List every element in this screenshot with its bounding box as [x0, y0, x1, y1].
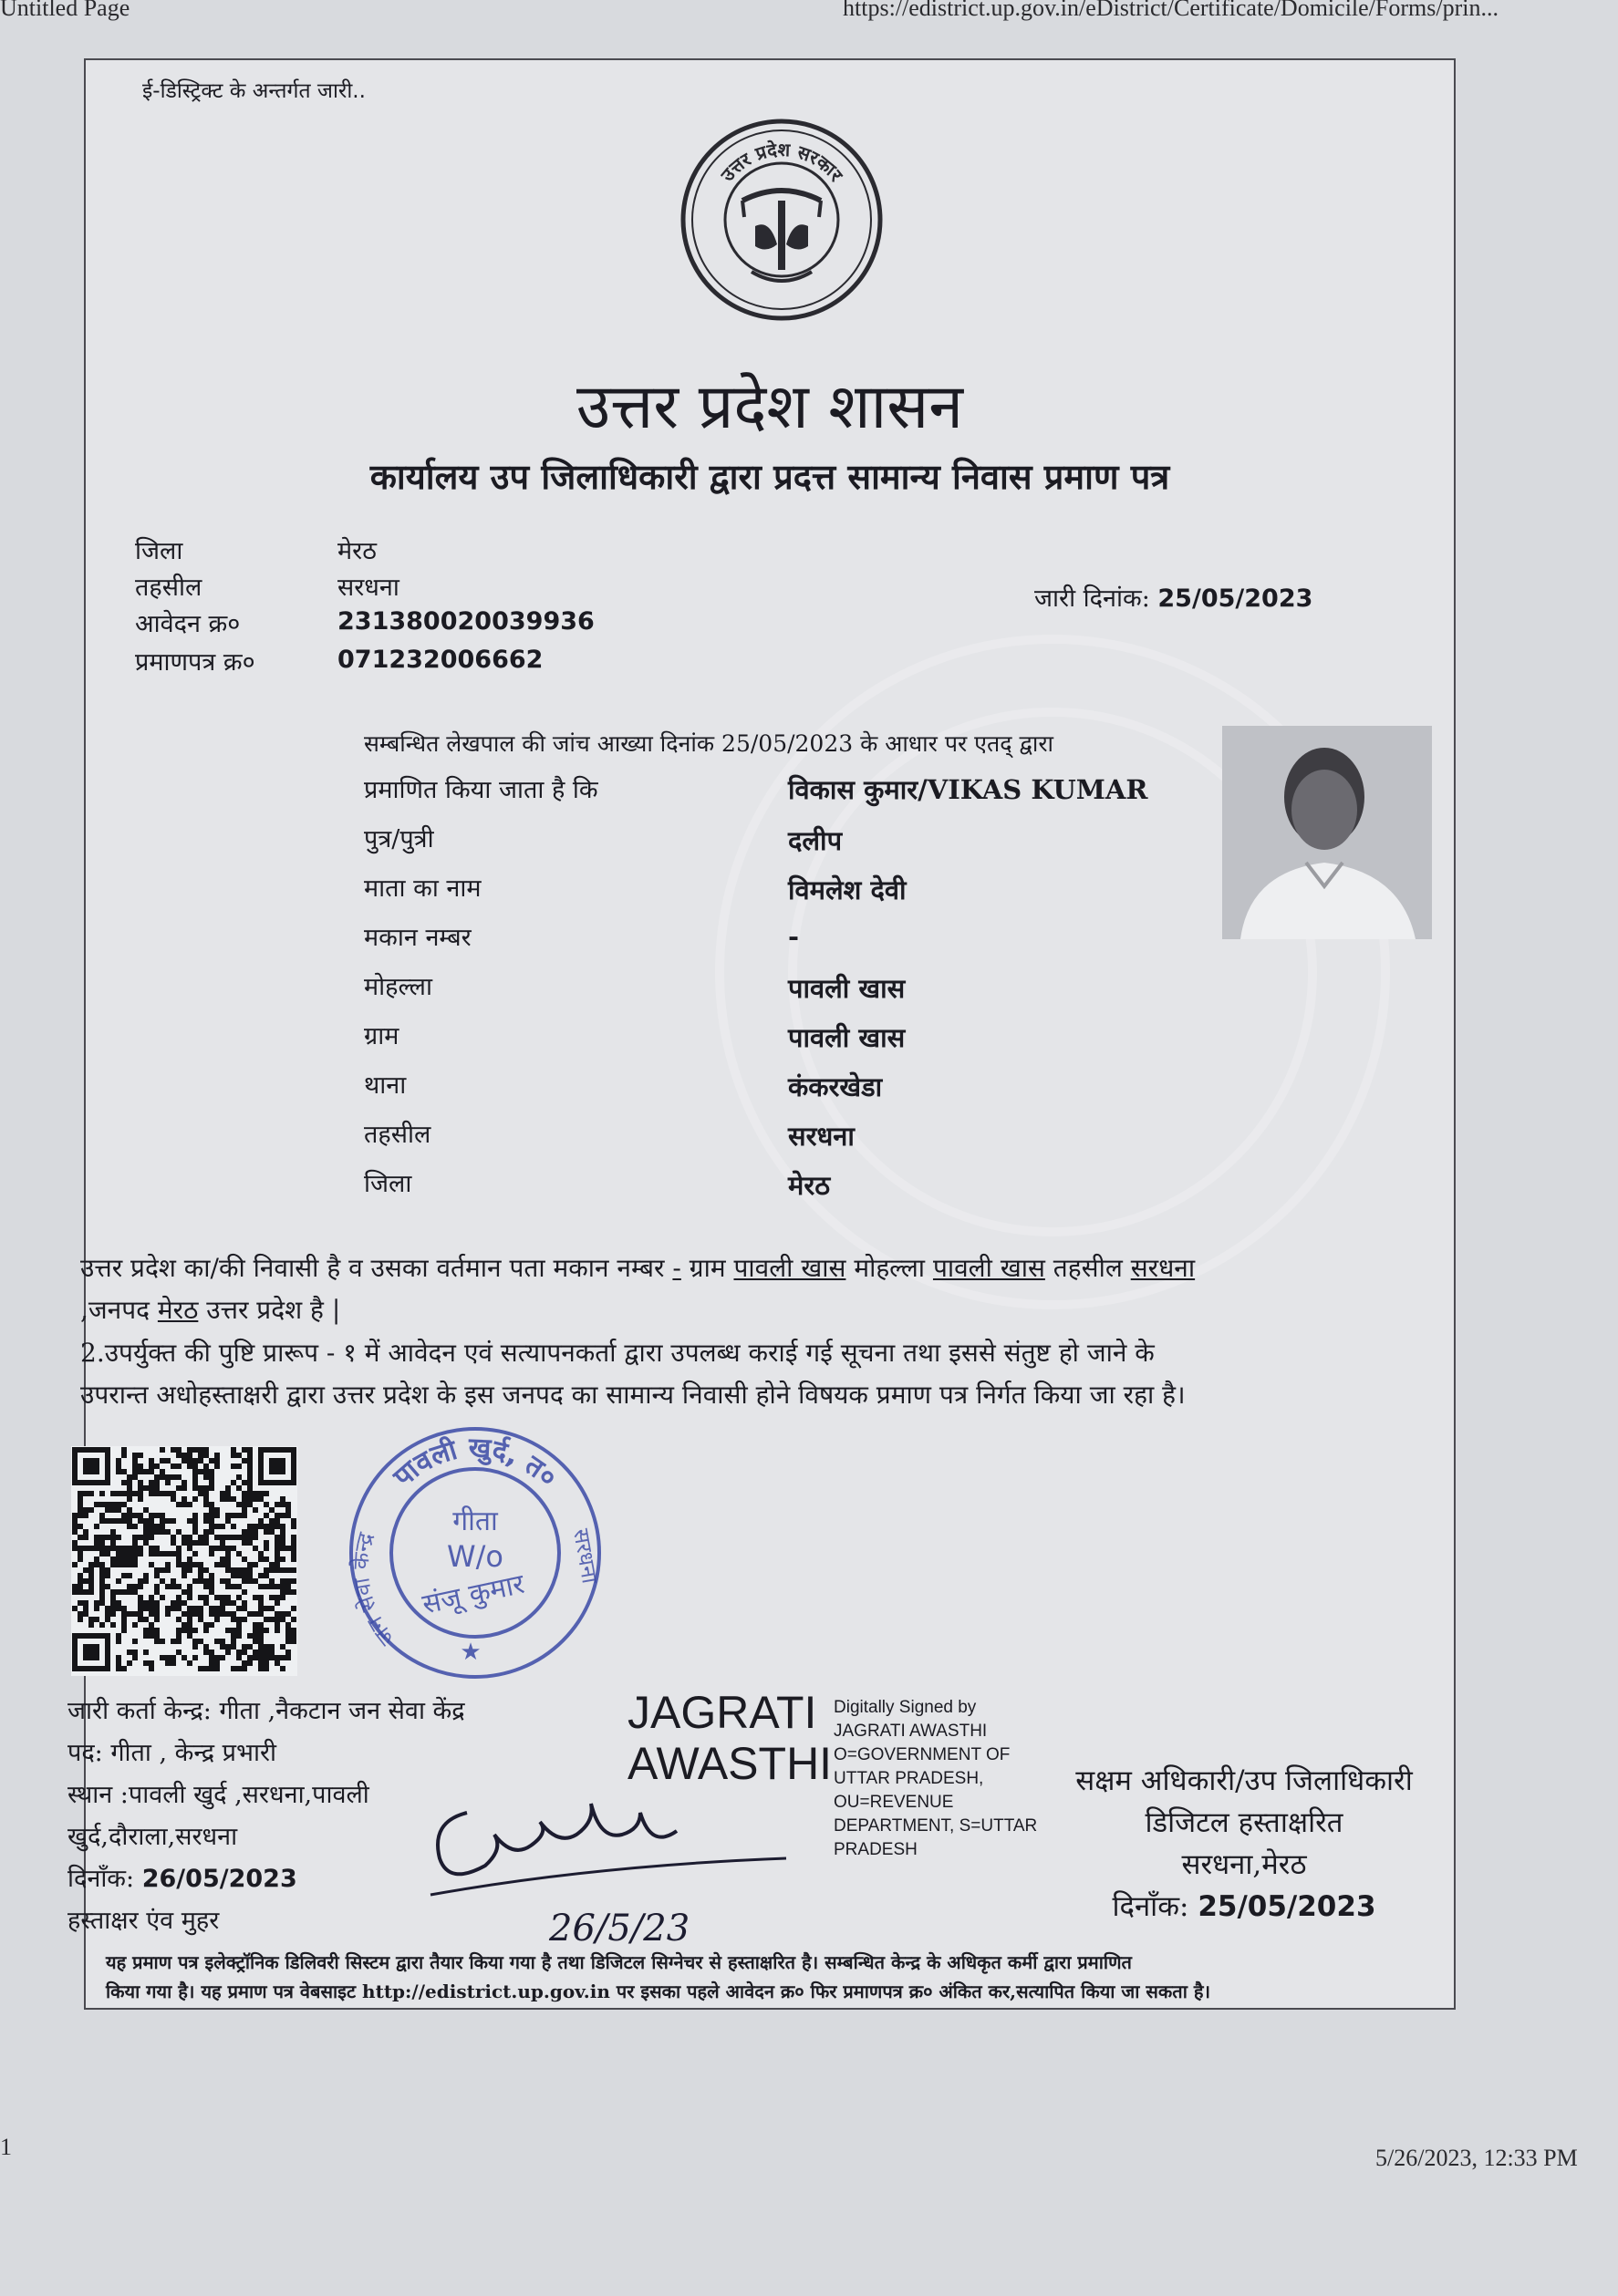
applicant-photo-figure: [1222, 726, 1432, 939]
confirmation-line-2: उपरान्त अधोहस्ताक्षरी द्वारा उत्तर प्रदेश के इस जनपद का सामान्य निवासी होने विषयक प्रमाण पत्र निर्गत किया जा रहा है।: [80, 1380, 1186, 1410]
issuer-centre: जारी कर्ता केन्द्र: गीता ,नैकटान जन सेवा केंद्र: [67, 1697, 465, 1725]
emblem-arc-text: उत्तर प्रदेश सरकार: [716, 138, 847, 186]
para1-text-4: तहसील: [1044, 1253, 1131, 1283]
ds-detail-line: DEPARTMENT, S=UTTAR: [834, 1816, 1038, 1836]
authority-digital-signed: डिजिटल हस्ताक्षरित: [1145, 1806, 1343, 1839]
issuer-date: [67, 1860, 297, 1894]
issued-under-note: ई-डिस्ट्रिक्ट के अन्तर्गत जारी..: [142, 79, 366, 103]
footer-line-2: किया गया है। यह प्रमाण पत्र वेबसाइट http://edistrict.up.gov.in पर इसका पहले आवेदन क्र० फिर प्रमाणपत्र क्र० अंकित कर,सत्यापित किया जा सकता है।: [106, 1981, 1211, 2002]
para1-text-5: ,जनपद: [80, 1295, 158, 1325]
stamp-line-3: संजू कुमार: [420, 1567, 527, 1621]
detail-value-tehsil: सरधना: [788, 1121, 855, 1152]
detail-value-name: विकास कुमार/VIKAS KUMAR: [788, 774, 1148, 805]
ds-detail-line: OU=REVENUE: [834, 1793, 954, 1812]
para1-village: पावली खास: [733, 1253, 846, 1283]
detail-value-district: मेरठ: [788, 1170, 831, 1201]
stamp-ring-right: सरधना: [567, 1526, 603, 1586]
detail-label-police-station: थाना: [364, 1071, 407, 1100]
print-timestamp: 5/26/2023, 12:33 PM: [1375, 2145, 1578, 2171]
detail-label-certified: प्रमाणित किया जाता है कि: [364, 776, 598, 804]
issue-date-label: जारी दिनांक:: [1034, 584, 1150, 613]
issue-date: [1034, 580, 1312, 614]
digital-signer-name-line-2: AWASTHI: [627, 1738, 833, 1789]
detail-value-village: पावली खास: [788, 1022, 906, 1053]
para1-text-3: मोहल्ला: [845, 1253, 933, 1283]
authority-date-label: दिनाँक:: [1112, 1890, 1189, 1923]
detail-label-son-daughter: पुत्र/पुत्री: [364, 825, 434, 853]
authority-title: सक्षम अधिकारी/उप जिलाधिकारी: [1075, 1764, 1413, 1797]
digital-signer-name-line-1: JAGRATI: [627, 1687, 817, 1738]
meta-value-application-no: 231380020039936: [337, 607, 595, 636]
print-page-url: https://edistrict.up.gov.in/eDistrict/Certificate/Domicile/Forms/prin...: [843, 0, 1499, 21]
para1-text-6: उत्तर प्रदेश है |: [198, 1295, 341, 1325]
authority-location: सरधना,मेरठ: [1181, 1848, 1307, 1881]
para1-house-no: -: [672, 1253, 681, 1283]
authority-block: [1043, 1760, 1445, 1928]
govt-title: उत्तर प्रदेश शासन: [576, 371, 963, 443]
ds-detail-line: JAGRATI AWASTHI: [834, 1722, 988, 1741]
meta-value-certificate-no: 071232006662: [337, 646, 544, 674]
stamp-line-1: गीता: [452, 1505, 498, 1537]
up-govt-emblem: [679, 117, 885, 323]
detail-label-house-no: मकान नम्बर: [364, 924, 472, 952]
para1-district: मेरठ: [157, 1295, 199, 1325]
detail-label-tehsil: तहसील: [364, 1121, 431, 1149]
detail-value-mother: विमलेश देवी: [788, 874, 907, 905]
ds-detail-line: O=GOVERNMENT OF: [834, 1745, 1011, 1764]
meta-label-district: जिला: [135, 537, 183, 565]
handwritten-date: 26/5/23: [549, 1908, 690, 1950]
detail-label-village: ग्राम: [364, 1022, 399, 1050]
verification-qr-code[interactable]: [71, 1446, 297, 1676]
svg-text:पावली खुर्द, त०: [387, 1432, 563, 1494]
issuer-place-line-2: खुर्द,दौराला,सरधना: [67, 1823, 238, 1851]
ds-detail-line: UTTAR PRADESH,: [834, 1769, 984, 1788]
digital-signature-details: [834, 1696, 1037, 1862]
detail-label-mother: माता का नाम: [364, 874, 482, 903]
confirmation-line-1: 2.उपर्युक्त की पुष्टि प्रारूप - १ में आवेदन एवं सत्यापनकर्ता द्वारा उपलब्ध कराई गई सूचना तथा इससे संतुष्ट हो जाने के: [80, 1338, 1155, 1368]
jan-seva-kendra-stamp: [343, 1421, 607, 1685]
stamp-line-2: W/o: [447, 1539, 503, 1574]
ds-detail-line: PRADESH: [834, 1840, 918, 1859]
intro-line: सम्बन्धित लेखपाल की जांच आख्या दिनांक 25/05/2023 के आधार पर एतद् द्वारा: [364, 730, 1054, 757]
meta-label-tehsil: तहसील: [135, 574, 202, 602]
detail-label-mohalla: मोहल्ला: [364, 973, 432, 1001]
detail-value-house-no: -: [788, 921, 800, 952]
print-page-number: 1: [0, 2134, 12, 2160]
stamp-ring-left: जन सेवा केन्द्र: [347, 1529, 400, 1651]
detail-value-father: दलीप: [788, 825, 843, 856]
print-page-title: Untitled Page: [0, 0, 130, 21]
authority-date: [1043, 1886, 1445, 1928]
issue-date-value: 25/05/2023: [1157, 584, 1313, 613]
issuer-place-line-1: स्थान :पावली खुर्द ,सरधना,पावली: [67, 1781, 369, 1809]
applicant-photo: [1222, 726, 1432, 939]
domicile-certificate: [67, 58, 1456, 2010]
detail-value-mohalla: पावली खास: [788, 973, 906, 1004]
detail-value-police-station: कंकरखेडा: [788, 1071, 883, 1102]
footer-line-1: यह प्रमाण पत्र इलेक्ट्रॉनिक डिलिवरी सिस्टम द्वारा तैयार किया गया है तथा डिजिटल सिग्नेचर से हस्ताक्षरित है। सम्बन्धित केन्द्र के अधिकृत कर्मी द्वारा प्रमाणित: [106, 1951, 1132, 1973]
authority-date-value: 25/05/2023: [1198, 1890, 1376, 1923]
para1-mohalla: पावली खास: [932, 1253, 1045, 1283]
meta-label-certificate-no: प्रमाणपत्र क्र०: [135, 648, 255, 677]
para1-tehsil: सरधना: [1130, 1253, 1196, 1283]
para1-text-2: ग्राम: [680, 1253, 734, 1283]
issuer-sign-label: हस्ताक्षर एंव मुहर: [67, 1907, 220, 1935]
digital-signer-name: [627, 1687, 833, 1789]
stamp-star-icon: ★: [460, 1639, 482, 1666]
ds-detail-line: Digitally Signed by: [834, 1698, 977, 1717]
issuer-date-value: 26/05/2023: [141, 1865, 297, 1893]
meta-value-district: मेरठ: [337, 537, 377, 565]
stamp-ring-top: पावली खुर्द, त०: [387, 1432, 564, 1494]
para1-text-1: उत्तर प्रदेश का/की निवासी है व उसका वर्तमान पता मकान नम्बर: [80, 1253, 673, 1283]
meta-value-tehsil: सरधना: [337, 574, 399, 602]
issuer-date-label: दिनाँक:: [67, 1865, 135, 1893]
issuer-post: पद: गीता , केन्द्र प्रभारी: [67, 1739, 277, 1767]
meta-label-application-no: आवेदन क्र०: [135, 610, 241, 638]
detail-label-district: जिला: [364, 1170, 412, 1198]
certificate-subtitle: कार्यालय उप जिलाधिकारी द्वारा प्रदत्त सामान्य निवास प्रमाण पत्र: [369, 456, 1170, 497]
residence-paragraph: [80, 1247, 1448, 1331]
